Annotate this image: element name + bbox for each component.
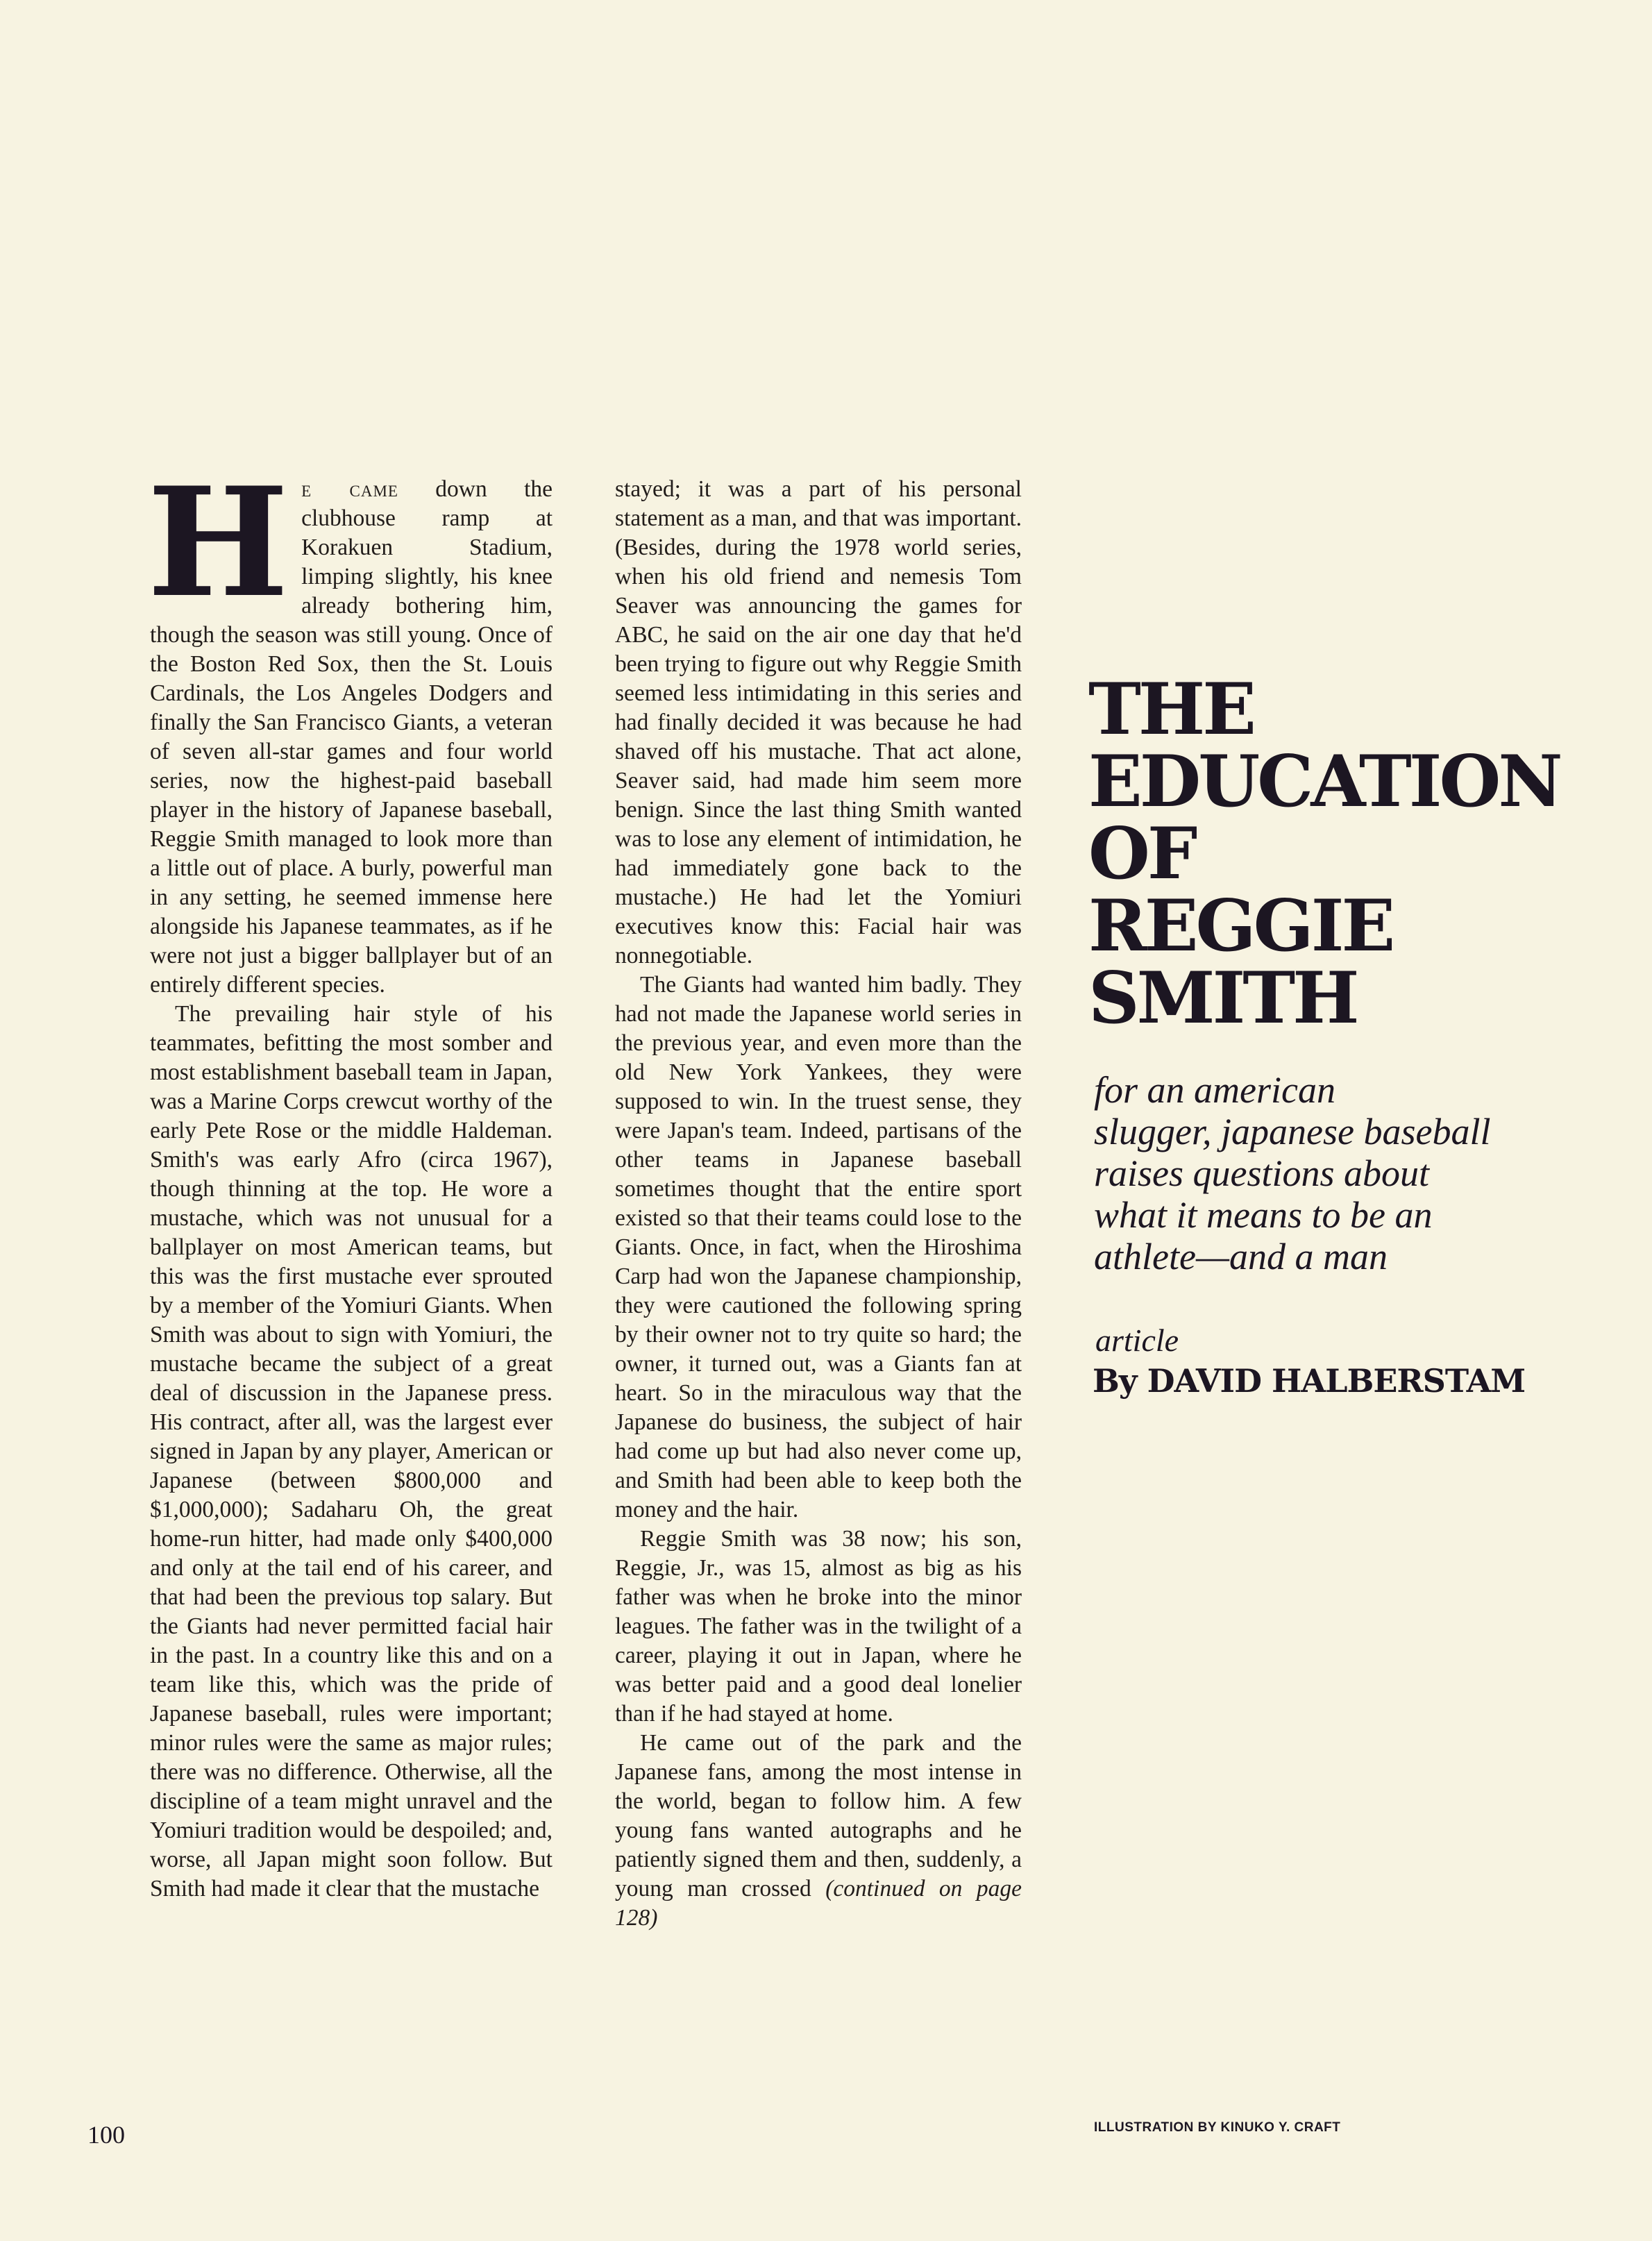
paragraph-last [615,1729,1022,1933]
paragraph-text: He came out of the park and the Japanese fans, among the most intense in the world, began to follow him. A few young fans wanted autographs and he patiently signed them and then, suddenly, a young man crossed [615,1730,1022,1902]
paragraph-text: down the clubhouse ramp at Korakuen Stadium, limping slightly, his knee already bothering him, though the season was still young. Once of the Boston Red Sox, then the St. Louis Cardinals, the Los Angeles Dodgers and finally the San Francisco Giants, a veteran of seven all-star games and four world series, now the highest-paid baseball player in the history of Japanese baseball, Reggie Smith managed to look more than a little out of place. A burly, powerful man in any setting, he seemed immense here alongside his Japanese teammates, as if he were not just a bigger ballplayer but of an entirely different species. [150,476,553,998]
paragraph: stayed; it was a part of his personal statement as a man, and that was important. (Besides, during the 1978 world series, when his old friend and nemesis Tom Seaver was announcing the games for ABC, he said on the air one day that he'd been trying to figure out why Reggie Smith seemed less intimidating in this series and had finally decided it was because he had shaved off his mustache. That act alone, Seaver said, had made him seem more benign. Since the last thing Smith wanted was to lose any element of intimidation, he had immediately gone back to the mustache.) He had let the Yomiuri executives know this: Facial hair was nonnegotiable. [615,476,1022,968]
paragraph: The prevailing hair style of his teammates, befitting the most somber and most establishment baseball team in Japan, was a Marine Corps crewcut worthy of the early Pete Rose or the middle Haldeman. Smith's was early Afro (circa 1967), though thinning at the top. He wore a mustache, which was not unusual for a ballplayer on most American teams, but this was the first mustache ever sprouted by a member of the Yomiuri Giants. When Smith was about to sign with Yomiuri, the mustache became the subject of a great deal of discussion in the Japanese press. His contract, after all, was the largest ever signed in Japan by any player, American or Japanese (between $800,000 and $1,000,000); Sadaharu Oh, the great home-run hitter, had made only $400,000 and only at the tail end of his career, and that had been the previous top salary. But the Giants had never permitted facial hair in the past. In a country like this and on a team like this, which was the pride of Japanese baseball, rules were important; minor rules were the same as major rules; there was no difference. Otherwise, all the discipline of a team might unravel and the Yomiuri tradition would be despoiled; and, worse, all Japan might soon follow. But Smith had made it clear that the mustache [150,1001,553,1902]
continued-link[interactable]: (continued on page 128) [615,1876,1022,1931]
article-dek [1094,1069,1573,1277]
headline-line: EDUCATION [1088,740,1560,823]
article-headline [1088,668,1560,1040]
dek-line: raises questions about [1094,1152,1430,1194]
dek-line: athlete—and a man [1094,1236,1388,1277]
headline-line: SMITH [1088,957,1357,1040]
article-column-2 [615,475,1022,1933]
dek-line: what it means to be an [1094,1194,1433,1236]
paragraph: The Giants had wanted him badly. They had not made the Japanese world series in the previous year, and even more than the old New York Yankees, they were supposed to win. In the truest sense, they were Japan's team. Indeed, partisans of the other teams in Japanese baseball sometimes thought that the entire sport existed so that their teams could lose to the Giants. Once, in fact, when the Hiroshima Carp had won the Japanese championship, they were cautioned the following spring by their owner not to try quite so hard; the owner, it turned out, was a Giants fan at heart. So in the miraculous way that the Japanese do business, the subject of hair had come up but had also never come up, and Smith had been able to keep both the money and the hair. [615,972,1022,1522]
paragraph-opening [147,454,553,1000]
paragraph: Reggie Smith was 38 now; his son, Reggie, Jr., was 15, almost as big as his father was when he broke into the minor leagues. The father was in the twilight of a career, playing it out in Japan, where he was better paid and a good deal lonelier than if he had stayed at home. [615,1526,1022,1727]
page-number: 100 [87,2121,125,2149]
headline-line: OF [1088,812,1195,896]
illustration-credit: ILLUSTRATION BY KINUKO Y. CRAFT [1094,2120,1341,2135]
headline-line: THE [1088,668,1254,751]
dek-line: for an american [1094,1069,1335,1111]
article-column-1 [147,454,553,1904]
article-label: article [1095,1323,1179,1358]
headline-line: REGGIE [1088,884,1393,968]
dek-line: slugger, japanese baseball [1094,1111,1491,1152]
drop-cap: H [147,454,289,630]
author-byline: By DAVID HALBERSTAM [1093,1362,1526,1400]
lead-in: e came [301,476,398,502]
